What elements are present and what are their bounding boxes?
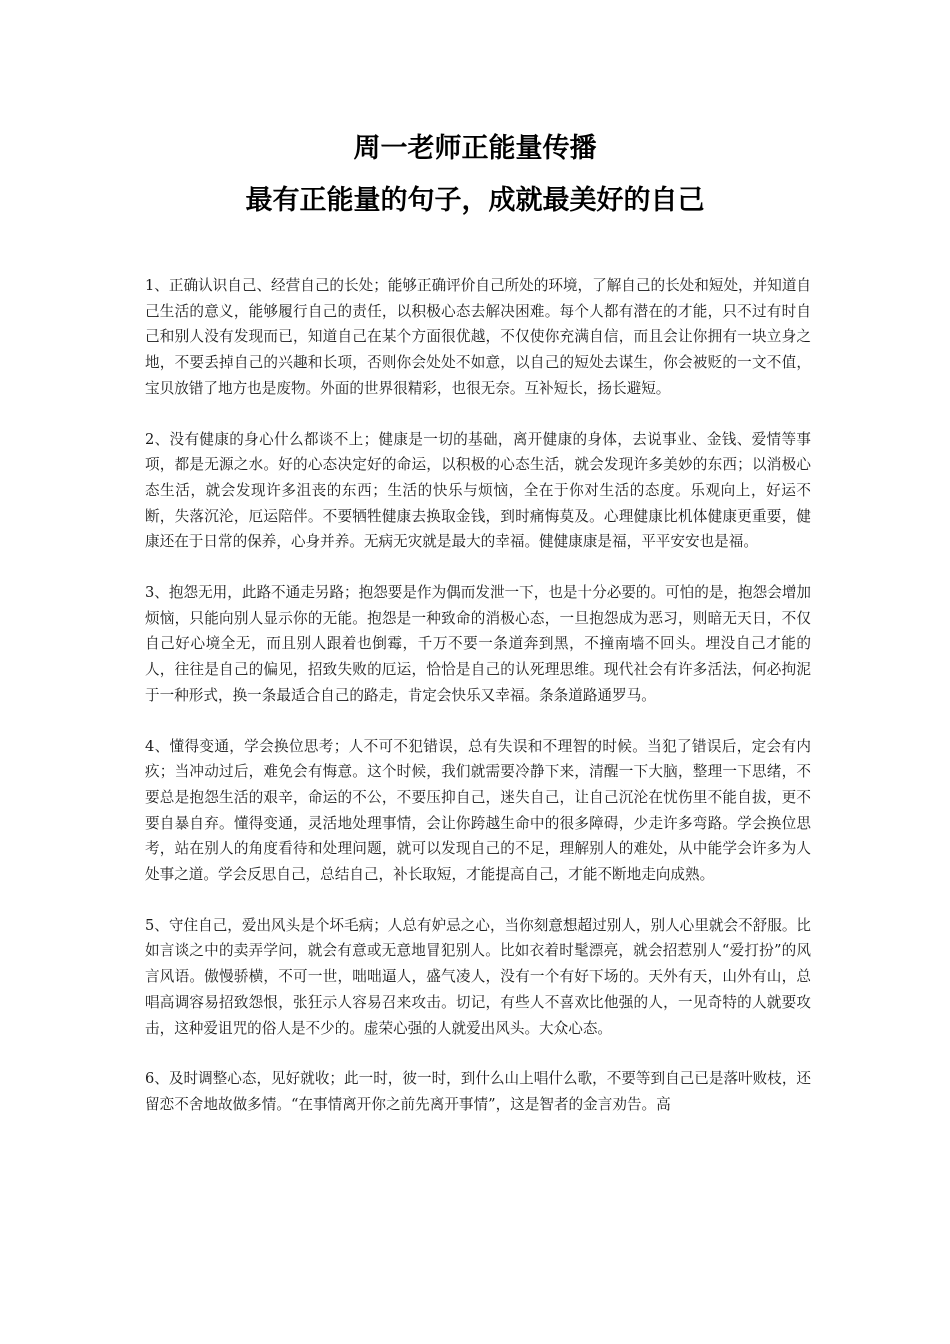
paragraph-3: 3、抱怨无用，此路不通走另路；抱怨要是作为偶而发泄一下，也是十分必要的。可怕的是，抱怨会增加烦恼，只能向别人显示你的无能。抱怨是一种致命的消极心态，一旦抱怨成为恶习，则暗无天日，不仅自己好心境全无，而且别人跟着也倒霉，千万不要一条道奔到黑，不撞南墙不回头。埋没自己才能的人，往往是自己的偏见，招致失败的厄运，恰恰是自己的认死理思维。现代社会有许多活法，何必拘泥于一种形式，换一条最适合自己的路走，肯定会快乐又幸福。条条道路通罗马。: [145, 584, 812, 704]
paragraph-6: 6、及时调整心态，见好就收；此一时，彼一时，到什么山上唱什么歌，不要等到自己已是落叶败枝，还留恋不舍地故做多情。“在事情离开你之前先离开事情”，这是智者的金言劝告。高: [145, 1070, 812, 1113]
paragraph-4: 4、懂得变通，学会换位思考；人不可不犯错误，总有失误和不理智的时候。当犯了错误后，定会有内疚；当冲动过后，难免会有悔意。这个时候，我们就需要冷静下来，清醒一下大脑，整理一下思绪，不要总是抱怨生活的艰辛，命运的不公，不要压抑自己，迷失自己，让自己沉沦在忧伤里不能自拔，更不要自暴自弃。懂得变通，灵活地处理事情，会让你跨越生命中的很多障碍，少走许多弯路。学会换位思考，站在别人的角度看待和处理问题，就可以发现自己的不足，理解别人的难处，从中能学会许多为人处事之道。学会反思自己，总结自己，补长取短，才能提高自己，才能不断地走向成熟。: [145, 737, 811, 884]
paragraph-1: 1、正确认识自己、经营自己的长处；能够正确评价自己所处的环境，了解自己的长处和短处，并知道自己生活的意义，能够履行自己的责任，以积极心态去解决困难。每个人都有潜在的才能，只不过有时自己和别人没有发现而已，知道自己在某个方面很优越，不仅使你充满自信，而且会让你拥有一块立身之地，不要丢掉自己的兴趣和长项，否则你会处处不如意，以自己的短处去谋生，你会被贬的一文不值，宝贝放错了地方也是废物。外面的世界很精彩，也很无奈。互补短长，扬长避短。: [145, 277, 812, 397]
paragraph-2: 2、没有健康的身心什么都谈不上；健康是一切的基础，离开健康的身体，去说事业、金钱、爱情等事项，都是无源之水。好的心态决定好的命运，以积极的心态生活，就会发现许多美妙的东西；以消极心态生活，就会发现许多沮丧的东西；生活的快乐与烦恼，全在于你对生活的态度。乐观向上，好运不断，失落沉沦，厄运陪伴。不要牺牲健康去换取金钱，到时痛悔莫及。心理健康比机体健康更重要，健康还在于日常的保养，心身并养。无病无灾就是最大的幸福。健健康康是福，平平安安也是福。: [145, 430, 811, 551]
document-subtitle: 最有正能量的句子，成就最美好的自己: [245, 185, 705, 216]
paragraph-5: 5、守住自己，爱出风头是个坏毛病；人总有妒忌之心，当你刻意想超过别人，别人心里就会不舒服。比如言谈之中的卖弄学问，就会有意或无意地冒犯别人。比如衣着时髦漂亮，就会招惹别人“爱打扮”的风言风语。傲慢骄横，不可一世，咄咄逼人，盛气凌人，没有一个有好下场的。天外有天，山外有山，总唱高调容易招致怨恨，张狂示人容易召来攻击。切记，有些人不喜欢比他强的人，一见奇特的人就要攻击，这种爱诅咒的俗人是不少的。虚荣心强的人就爱出风头。大众心态。: [145, 916, 812, 1037]
document-title: 周一老师正能量传播: [353, 133, 597, 164]
document-body: [145, 273, 811, 1143]
